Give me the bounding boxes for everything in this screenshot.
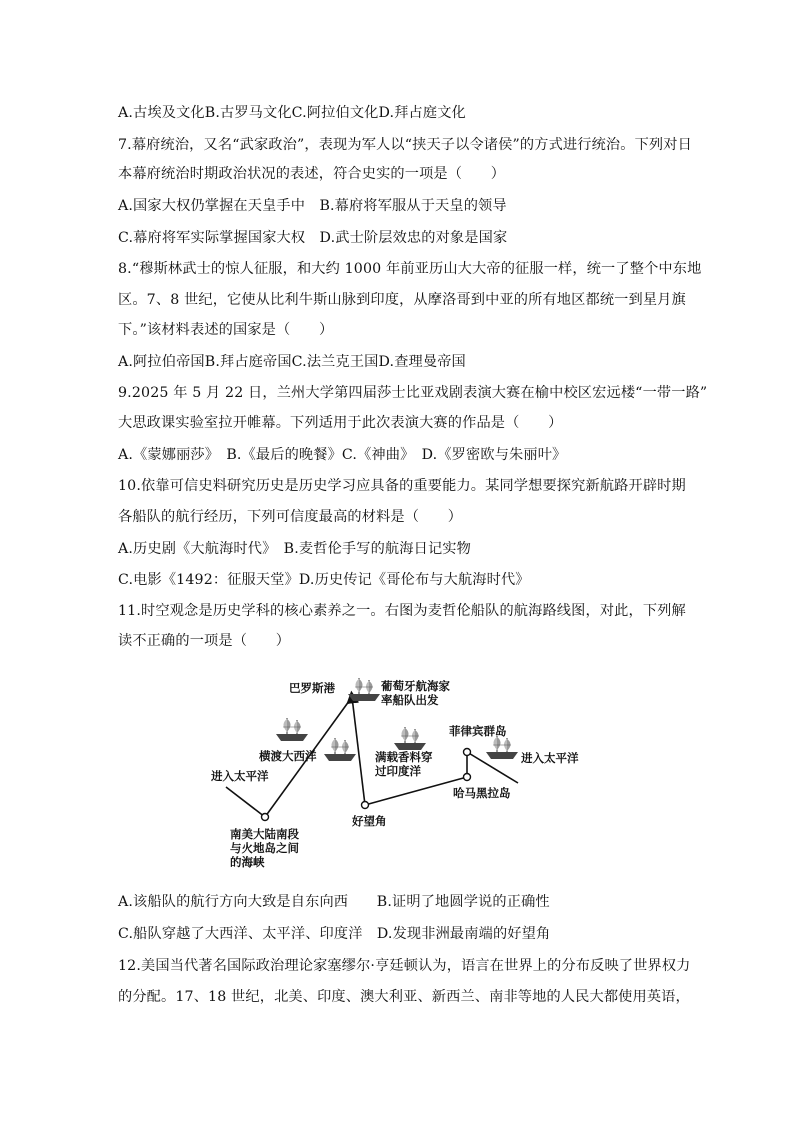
line-18: 读不正确的一项是（ ） bbox=[118, 633, 291, 649]
line-15: A.历史剧《大航海时代》 B.麦哲伦手写的航海日记实物 bbox=[118, 541, 471, 557]
line-5: C.幕府将军实际掌握国家大权 D.武士阶层效忠的对象是国家 bbox=[118, 230, 508, 246]
voyage-route-map bbox=[200, 672, 620, 882]
line-11: 大思政课实验室拉开帷幕。下列适用于此次表演大赛的作品是（ ） bbox=[118, 415, 563, 431]
line-10: 9.2025 年 5 月 22 日，兰州大学第四届莎士比亚戏剧表演大赛在榆中校区宏远楼“一带一路” bbox=[118, 385, 708, 401]
route-into-pacific-left bbox=[226, 787, 265, 817]
label-manzai-1: 满载香料穿 bbox=[375, 750, 433, 764]
line-13: 10.依靠可信史料研究历史是历史学习应具备的重要能力。某同学想要探究新航路开辟时期 bbox=[118, 478, 686, 494]
label-nanmei-3: 的海峡 bbox=[230, 855, 265, 869]
line-4: A.国家大权仍掌握在天皇手中 B.幕府将军服从于天皇的领导 bbox=[118, 198, 507, 214]
line-1: A.古埃及文化B.古罗马文化C.阿拉伯文化D.拜占庭文化 bbox=[118, 105, 466, 121]
line-8: 下。”该材料表述的国家是（ ） bbox=[118, 322, 334, 338]
label-nanmei-2: 与火地岛之间 bbox=[230, 841, 299, 855]
label-manzai-2: 过印度洋 bbox=[375, 764, 421, 778]
label-feilvbin: 菲律宾群岛 bbox=[449, 724, 507, 738]
line-3: 本幕府统治时期政治状况的表述，符合史实的一项是（ ） bbox=[118, 166, 506, 182]
line-14: 各船队的航行经历，下列可信度最高的材料是（ ） bbox=[118, 509, 463, 525]
point-strait bbox=[262, 814, 269, 821]
label-putao-1: 葡萄牙航海家 bbox=[381, 679, 450, 693]
line-20: C.船队穿越了大西洋、太平洋、印度洋 D.发现非洲最南端的好望角 bbox=[118, 926, 551, 942]
ship-icon bbox=[276, 718, 308, 741]
point-philippines bbox=[464, 749, 471, 756]
label-haowang: 好望角 bbox=[352, 814, 387, 828]
line-16: C.电影《1492：征服天堂》D.历史传记《哥伦布与大航海时代》 bbox=[118, 572, 530, 588]
line-21: 12.美国当代著名国际政治理论家塞缪尔·亨廷顿认为，语言在世界上的分布反映了世界权力 bbox=[118, 958, 691, 974]
line-9: A.阿拉伯帝国B.拜占庭帝国C.法兰克王国D.查理曼帝国 bbox=[118, 354, 466, 370]
line-2: 7.幕府统治，又名“武家政治”，表现为军人以“挟天子以令诸侯”的方式进行统治。下列对日 bbox=[118, 137, 692, 153]
ship-icon bbox=[486, 736, 518, 759]
point-cape bbox=[362, 802, 369, 809]
line-22: 的分配。17、18 世纪，北美、印度、澳大利亚、新西兰、南非等地的人民大都使用英语， bbox=[118, 989, 690, 1005]
line-6: 8.“穆斯林武士的惊人征服，和大约 1000 年前亚历山大大帝的征服一样，统一了整个中东地 bbox=[118, 261, 702, 277]
ship-icon bbox=[324, 738, 356, 761]
route-from-start bbox=[352, 697, 365, 805]
label-hamahei: 哈马黑拉岛 bbox=[453, 786, 511, 800]
line-19: A.该船队的航行方向大致是自东向西 B.证明了地圆学说的正确性 bbox=[118, 894, 550, 910]
label-baluosi: 巴罗斯港 bbox=[289, 681, 335, 695]
point-halmahera bbox=[464, 774, 471, 781]
line-12: A.《蒙娜丽莎》 B.《最后的晚餐》C.《神曲》 D.《罗密欧与朱丽叶》 bbox=[118, 447, 567, 463]
line-17: 11.时空观念是历史学科的核心素养之一。右图为麦哲伦船队的航海路线图，对此，下列解 bbox=[118, 603, 686, 619]
line-7: 区。7、8 世纪，它使从比利牛斯山脉到印度，从摩洛哥到中亚的所有地区都统一到星月旗 bbox=[118, 292, 686, 308]
ship-icon bbox=[348, 678, 380, 701]
label-putao-2: 率船队出发 bbox=[381, 693, 439, 707]
label-hengdu: 横渡大西洋 bbox=[259, 749, 317, 763]
label-jinru-right: 进入太平洋 bbox=[521, 751, 579, 765]
label-nanmei-1: 南美大陆南段 bbox=[230, 827, 299, 841]
label-jinru-left: 进入太平洋 bbox=[211, 769, 269, 783]
route-cape-to-halmahera bbox=[365, 777, 467, 805]
ship-icon bbox=[394, 727, 426, 750]
